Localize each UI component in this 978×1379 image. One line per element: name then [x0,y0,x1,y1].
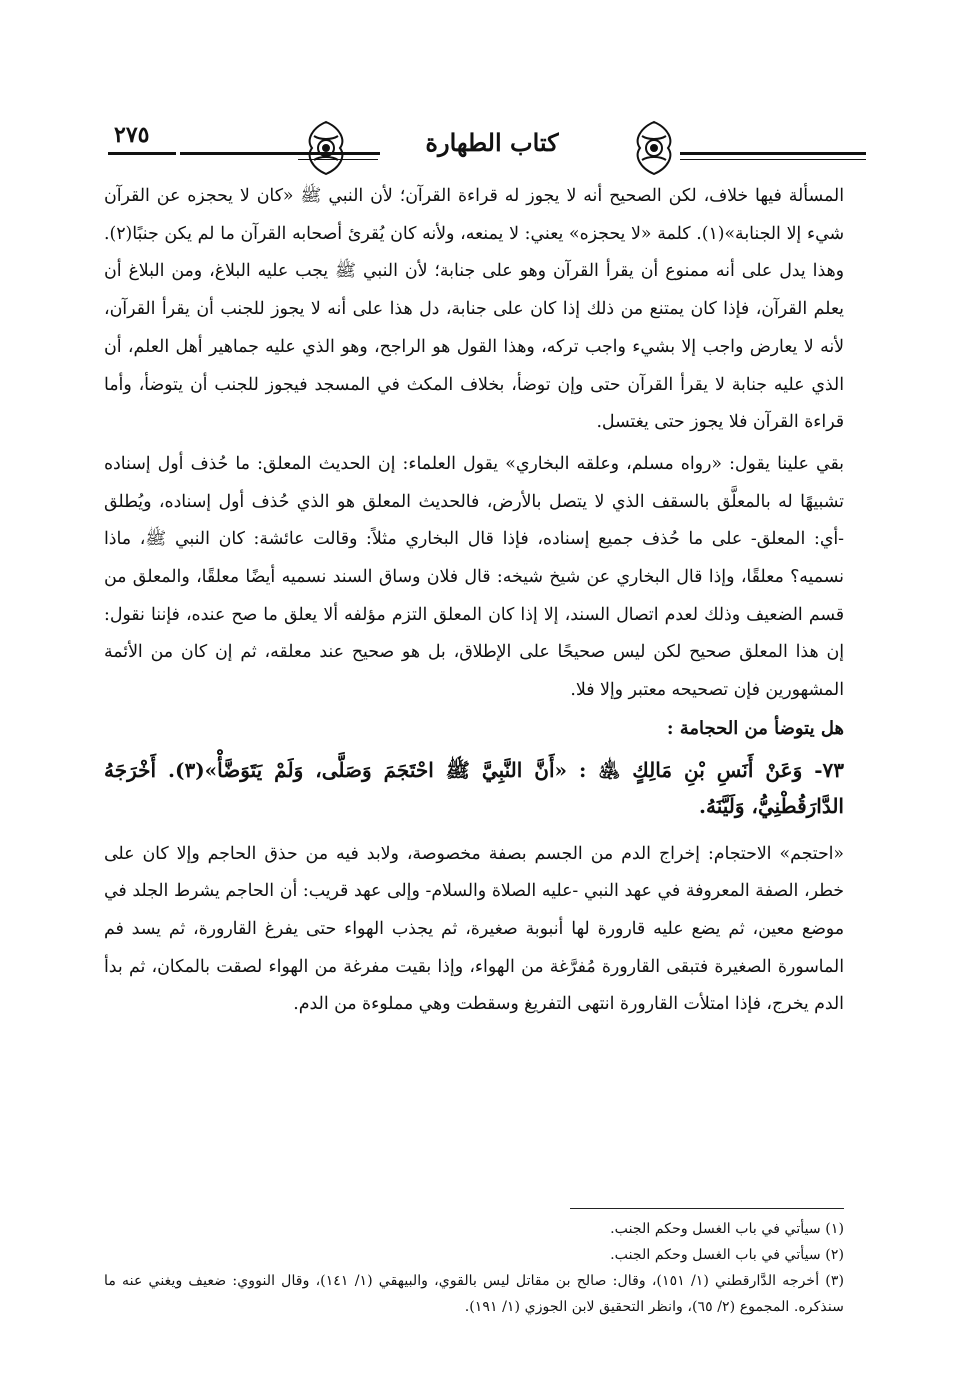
paragraph-explanation: «احتجم» الاحتجام: إخراج الدم من الجسم بصفة مخصوصة، ولابد فيه من حذق الحاجم وإلا كان على خطر، الصفة المعروفة في عهد النبي -عليه الصلاة والسلام- وإلى عهد قريب: أن الحاجم يشرط الجلد في موضع معين، ثم يضع عليه قارورة لها أنبوبة صغيرة، ثم يجذب الهواء حتى يفرغ القارورة، ثم يسد فم الماسورة الصغيرة فتبقى القارورة مُفرَّغة من الهواء، وإذا بقيت مفرغة من الهواء لصقت بالمكان، ثم بدأ الدم يخرج، فإذا امتلأت القارورة انتهى التفريغ وسقطت وهي مملوءة من الدم. [104,843,844,1015]
header-rule-right-thin [680,159,866,160]
paragraph-2: بقي علينا يقول: «رواه مسلم، وعلقه البخاري» يقول العلماء: إن الحديث المعلق: ما حُذف أول إسناده تشبيهًا له بالمعلَّق بالسقف الذي لا يتصل بالأرض، فالحديث المعلق هو الذي حُذف أول إسناده، ويُطلق -أي: المعلق- على ما حُذف جميع إسناده، فإذا قال البخاري مثلاً: وقالت عائشة: كان النبي ﷺ، ماذا نسميه؟ معلقًا، وإذا قال البخاري عن شيخ شيخه: قال فلان وساق السند نسميه أيضًا معلقًا، والمعلق من قسم الضعيف وذلك لعدم اتصال السند، إلا إذا كان المعلق التزم مؤلفه ألا يعلق ما صح عنده، فإننا نقول: إن هذا المعلق صحيح لكن ليس صحيحًا على الإطلاق، بل هو صحيح عند معلقه، ثم إن كان من الأئمة المشهورين فإن تصحيحه معتبر وإلا فلا. [104,453,844,701]
page-number-underline [108,152,176,155]
footnote-3: (٣) أخرجه الدَّارقطني (١/ ١٥١)، وقال: صالح بن مقاتل ليس بالقوي، والبيهقي (١/ ١٤١)، وقال النووي: ضعيف ويغني عنه ما سنذكره. المجموع (٢/ ٦٥)، وانظر التحقيق لابن الجوزي (١/ ١٩١). [104,1273,844,1315]
paragraph-1: المسألة فيها خلاف، لكن الصحيح أنه لا يجوز له قراءة القرآن؛ لأن النبي ﷺ «كان لا يحجزه عن القرآن شيء إلا الجنابة»(١). كلمة «لا يحجزه» يعني: لا يمنعه، ولأنه كان يُقرئ أصحابه القرآن ما لم يكن جنبًا(٢). وهذا يدل على أنه ممنوع أن يقرأ القرآن وهو على جنابة؛ لأن النبي ﷺ يجب عليه البلاغ، ومن البلاغ أن يعلم القرآن، فإذا كان يمتنع من ذلك إذا كان على جنابة، دل هذا على أنه لا يجوز للجنب أن يقرأ القرآن، لأنه لا يعارض واجب إلا بشيء واجب تركه، وهذا القول هو الراجح، وهو الذي عليه جماهير أهل العلم، أن الذي عليه جنابة لا يقرأ القرآن حتى وإن توضأ، بخلاف المكث في المسجد فيجوز للجنب أن يتوضأ، وأما قراءة القرآن فلا يجوز حتى يغتسل. [104,186,844,433]
page-header [108,100,868,178]
header-rule-right [680,152,866,155]
footnote-2: (٢) سيأتي في باب الغسل وحكم الجنب. [610,1247,844,1263]
book-title: كتاب الطهارة [425,128,559,157]
footnotes [104,1216,844,1320]
page-number: ٢٧٥ [114,122,150,148]
main-text [104,178,844,1024]
ornament-right-icon [628,118,680,178]
footnote-divider [570,1208,844,1209]
ornament-left-icon [300,118,352,178]
footnote-1: (١) سيأتي في باب الغسل وحكم الجنب. [610,1221,844,1237]
section-heading: هل يتوضأ من الحجامة : [666,717,844,739]
hadith-text: ٧٣- وَعَنْ أَنَسِ بْنِ مَالِكٍ ﵁ : «أَنَّ النَّبِيَّ ﷺ احْتَجَمَ وَصَلَّى، وَلَمْ يَتَوَضَّأْ»(٣). أَخْرَجَهُ الدَّارَقُطْنِيُّ، وَلَيَّنَهُ. [104,757,845,818]
